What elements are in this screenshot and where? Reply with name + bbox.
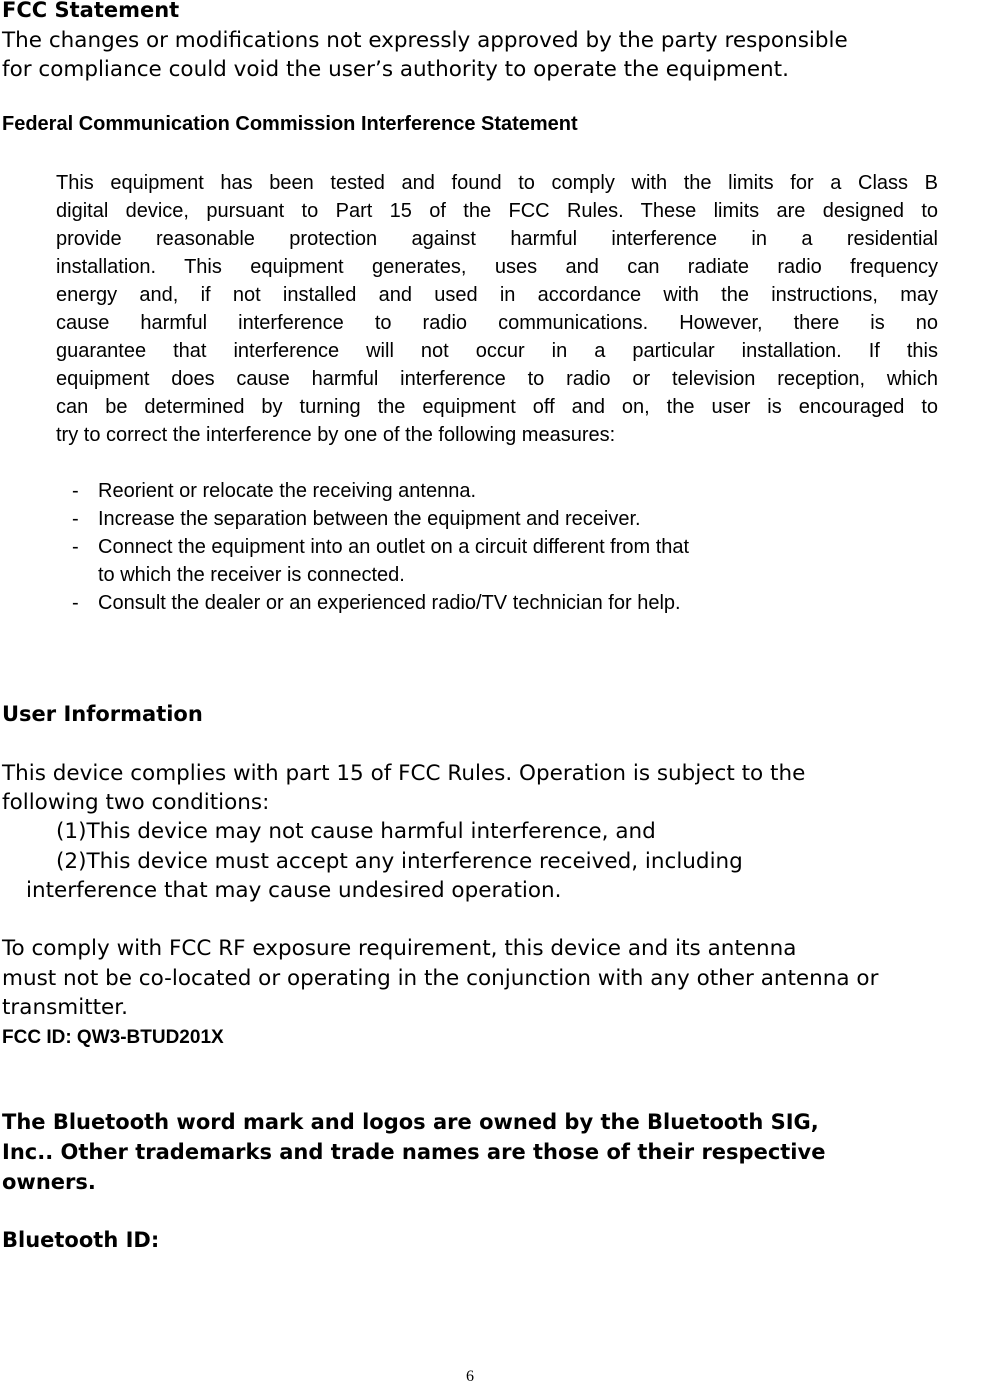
rf-exposure-line-1: To comply with FCC RF exposure requirement, this device and its antenna — [2, 936, 797, 961]
paragraph-line: equipment does cause harmful interference to radio or television reception, which — [56, 368, 938, 390]
fcc-id: FCC ID: QW3-BTUD201X — [2, 1027, 224, 1048]
paragraph-line: energy and, if not installed and used in accordance with the instructions, may — [56, 284, 938, 306]
fcc-statement-title: FCC Statement — [2, 0, 180, 22]
paragraph-line: This equipment has been tested and found to comply with the limits for a Class B — [56, 172, 938, 194]
bluetooth-trademark-line-2: Inc.. Other trademarks and trade names are those of their respective — [2, 1140, 826, 1164]
list-item-text: Reorient or relocate the receiving antenna. — [98, 480, 477, 502]
list-item-text: Connect the equipment into an outlet on a circuit different from that — [98, 536, 690, 558]
bluetooth-trademark-line-3: owners. — [2, 1170, 96, 1194]
list-dash: - — [72, 592, 79, 614]
bluetooth-trademark-line-1: The Bluetooth word mark and logos are owned by the Bluetooth SIG, — [2, 1110, 819, 1134]
condition-2-continued: interference that may cause undesired operation. — [26, 878, 562, 903]
interference-paragraph — [56, 169, 938, 449]
paragraph-line: can be determined by turning the equipment off and on, the user is encouraged to — [56, 396, 938, 418]
user-info-intro-line-1: This device complies with part 15 of FCC Rules. Operation is subject to the — [2, 761, 806, 786]
interference-statement-title: Federal Communication Commission Interference Statement — [2, 113, 578, 135]
fcc-statement-line-1: The changes or modifications not expressly approved by the party responsible — [2, 28, 848, 53]
list-item-text: Increase the separation between the equipment and receiver. — [98, 508, 641, 530]
paragraph-line: installation. This equipment generates, uses and can radiate radio frequency — [56, 256, 938, 278]
condition-2: (2)This device must accept any interference received, including — [56, 849, 743, 874]
list-dash: - — [72, 480, 79, 502]
list-item-text: to which the receiver is connected. — [98, 564, 405, 586]
paragraph-line: cause harmful interference to radio communications. However, there is no — [56, 312, 938, 334]
list-dash: - — [72, 536, 79, 558]
bluetooth-id-label: Bluetooth ID: — [2, 1228, 160, 1252]
rf-exposure-line-2: must not be co-located or operating in the conjunction with any other antenna or — [2, 966, 879, 991]
paragraph-line: digital device, pursuant to Part 15 of the FCC Rules. These limits are designed to — [56, 200, 938, 222]
user-info-intro-line-2: following two conditions: — [2, 790, 270, 815]
list-dash: - — [72, 508, 79, 530]
paragraph-line: provide reasonable protection against harmful interference in a residential — [56, 228, 938, 250]
list-item-text: Consult the dealer or an experienced radio/TV technician for help. — [98, 592, 681, 614]
paragraph-line: guarantee that interference will not occur in a particular installation. If this — [56, 340, 938, 362]
paragraph-line: try to correct the interference by one of the following measures: — [56, 424, 616, 446]
user-information-title: User Information — [2, 702, 203, 726]
rf-exposure-line-3: transmitter. — [2, 995, 128, 1020]
fcc-statement-line-2: for compliance could void the user’s authority to operate the equipment. — [2, 57, 789, 82]
page-number: 6 — [466, 1368, 474, 1385]
condition-1: (1)This device may not cause harmful interference, and — [56, 819, 656, 844]
